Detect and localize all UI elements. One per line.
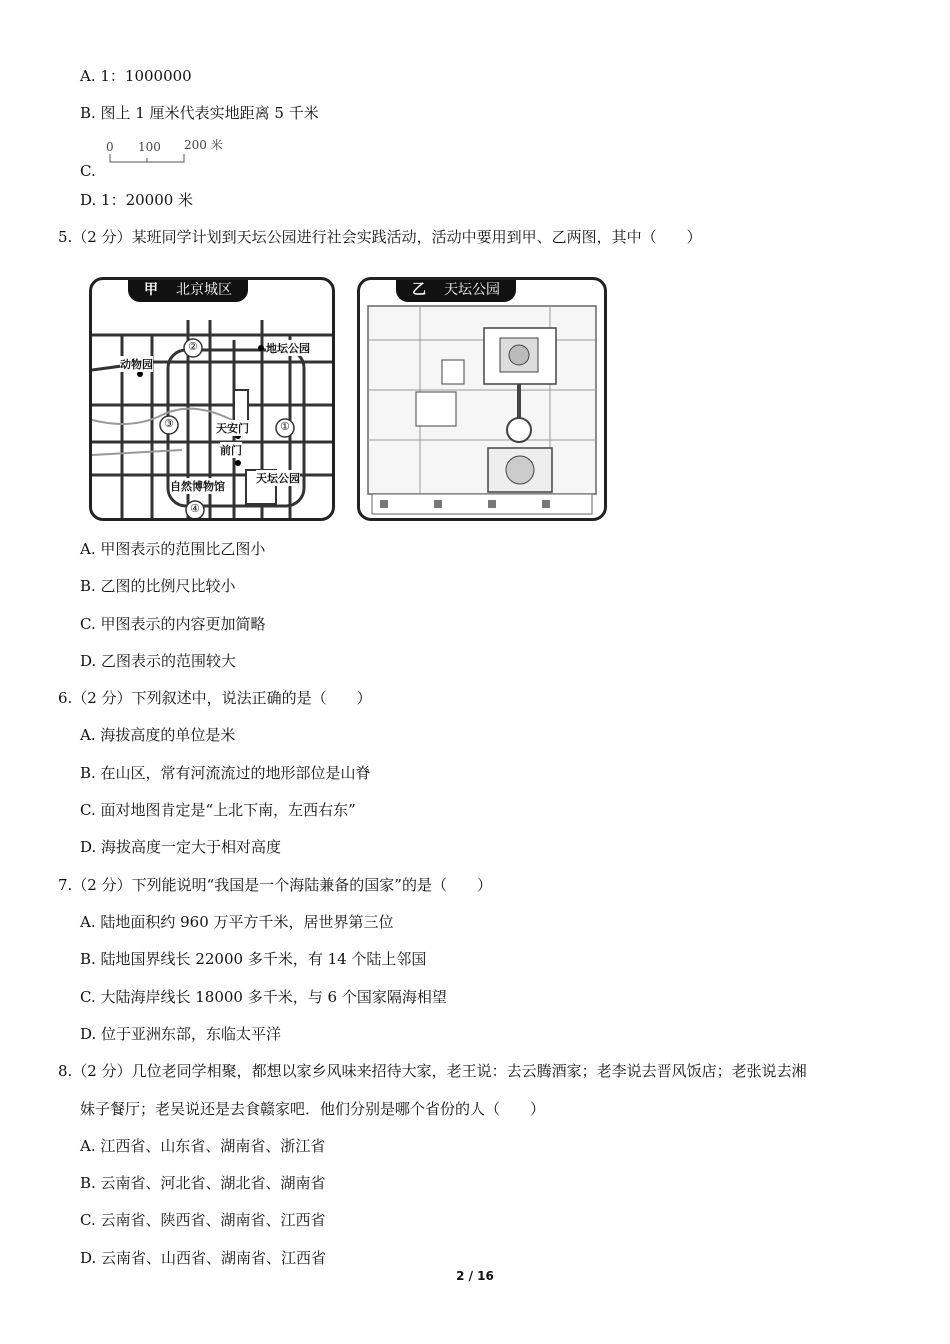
- q6-option-c: C. 面对地图肯定是“上北下南，左西右东”: [80, 801, 356, 819]
- q7-option-b: B. 陆地国界线长 22000 多千米，有 14 个陆上邻国: [80, 950, 427, 968]
- q5-option-d: D. 乙图表示的范围较大: [80, 652, 237, 670]
- q4-option-c-scale-bar: [104, 140, 254, 170]
- ring-road-1: ①: [280, 420, 290, 433]
- scale-label-200: 200 米: [184, 138, 223, 152]
- q4-option-b: B. 图上 1 厘米代表实地距离 5 千米: [80, 104, 319, 122]
- q7-option-a: A. 陆地面积约 960 万平方千米，居世界第三位: [80, 913, 394, 931]
- map-b-title: 天坛公园: [444, 282, 500, 298]
- label-ditan-park: 地坛公园: [266, 342, 310, 355]
- map-tiantan-park: [357, 277, 607, 521]
- label-natural-history-museum: 自然博物馆: [170, 480, 225, 493]
- scale-label-0: 0: [106, 140, 114, 154]
- q8-stem-line1: 8.（2 分）几位老同学相聚，都想以家乡风味来招待大家，老王说：去云腾酒家；老李说去晋风饭店；老张说去湘: [58, 1062, 807, 1080]
- label-qianmen: 前门: [220, 444, 242, 457]
- map-a-tag: 甲: [144, 282, 158, 298]
- q8-option-c: C. 云南省、陕西省、湖南省、江西省: [80, 1211, 326, 1229]
- ring-road-2: ②: [188, 340, 198, 353]
- q5-option-b: B. 乙图的比例尺比较小: [80, 577, 236, 595]
- q8-option-a: A. 江西省、山东省、湖南省、浙江省: [80, 1137, 326, 1155]
- q8-option-b: B. 云南省、河北省、湖北省、湖南省: [80, 1174, 326, 1192]
- ring-road-3: ③: [164, 417, 174, 430]
- map-b-park-plan: [360, 280, 604, 518]
- q5-stem: 5.（2 分）某班同学计划到天坛公园进行社会实践活动，活动中要用到甲、乙两图，其中（ ）: [58, 228, 702, 246]
- q6-option-b: B. 在山区，常有河流流过的地形部位是山脊: [80, 764, 371, 782]
- q7-option-c: C. 大陆海岸线长 18000 多千米，与 6 个国家隔海相望: [80, 988, 447, 1006]
- q6-option-d: D. 海拔高度一定大于相对高度: [80, 838, 282, 856]
- map-a-title: 北京城区: [176, 282, 232, 298]
- q5-option-c: C. 甲图表示的内容更加简略: [80, 615, 266, 633]
- label-tiananmen: 天安门: [216, 422, 249, 435]
- label-zoo: 动物园: [120, 358, 153, 371]
- q7-stem: 7.（2 分）下列能说明“我国是一个海陆兼备的国家”的是（ ）: [58, 876, 492, 894]
- q6-stem: 6.（2 分）下列叙述中，说法正确的是（ ）: [58, 689, 372, 707]
- map-b-tag: 乙: [412, 282, 426, 298]
- q8-option-d: D. 云南省、山西省、湖南省、江西省: [80, 1249, 327, 1267]
- q4-option-d: D. 1：20000 米: [80, 191, 194, 209]
- ring-road-4: ④: [190, 502, 200, 515]
- q4-option-c-label: C.: [80, 162, 96, 180]
- map-beijing-urban: [89, 277, 335, 521]
- q7-option-d: D. 位于亚洲东部，东临太平洋: [80, 1025, 282, 1043]
- q8-stem-line2: 妹子餐厅；老吴说还是去食赣家吧．他们分别是哪个省份的人（ ）: [80, 1100, 546, 1118]
- label-tiantan-park: 天坛公园: [256, 472, 300, 485]
- scale-label-100: 100: [138, 140, 161, 154]
- q4-option-a: A. 1：1000000: [80, 67, 192, 85]
- scale-bar-line: [104, 140, 254, 170]
- page-number: 2 / 16: [456, 1269, 494, 1283]
- q5-option-a: A. 甲图表示的范围比乙图小: [80, 540, 266, 558]
- q6-option-a: A. 海拔高度的单位是米: [80, 726, 236, 744]
